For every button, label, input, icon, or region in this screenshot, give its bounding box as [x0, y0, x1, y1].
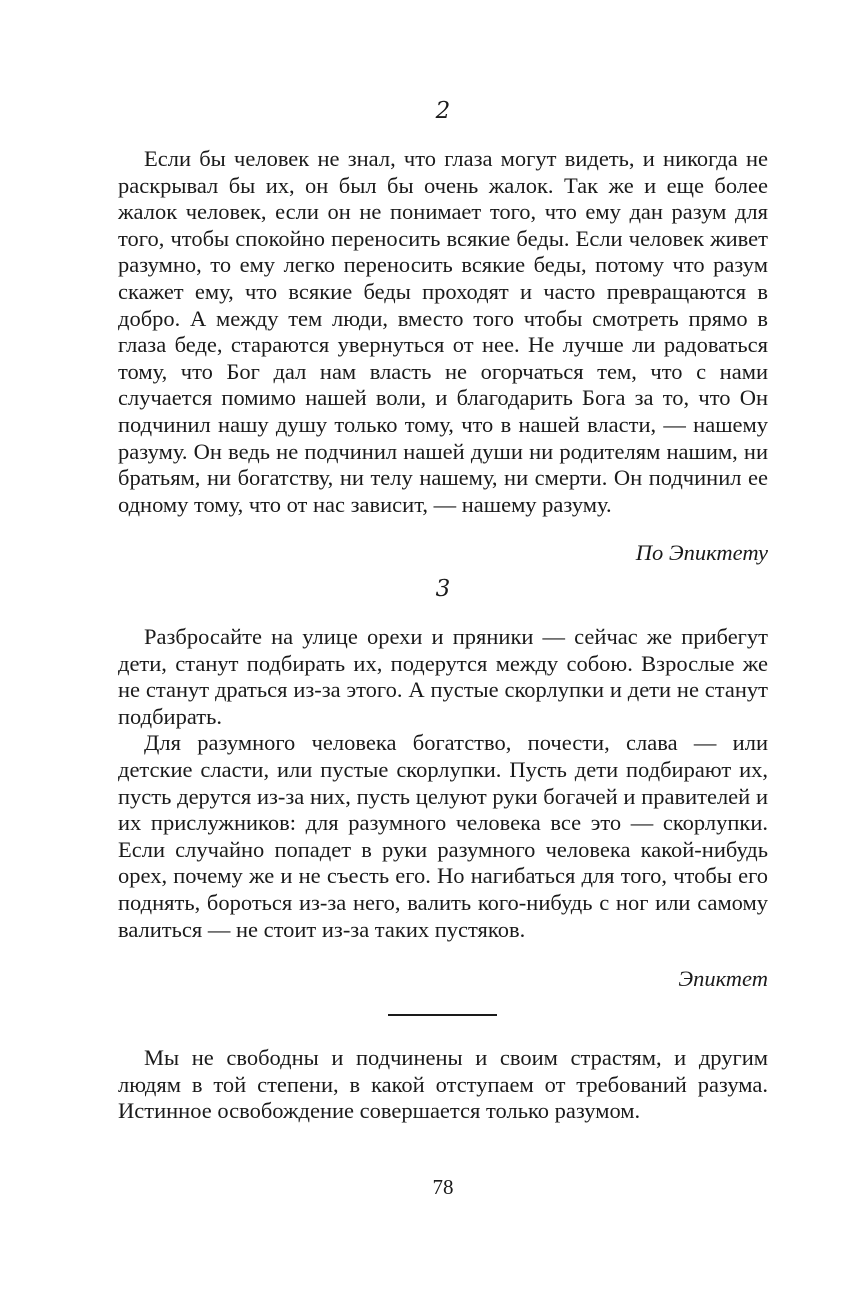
page-number: 78: [432, 1175, 454, 1199]
section-3-paragraph-2: Для разумного человека богатство, почести, слава — или детские сласти, или пустые скорлупки. Пусть дети подбирают их, пусть дерутся из-за них, пусть целуют руки богачей и правителей и их прислужников: для разумного человека все это — скорлупки. Если случайно попадет в руки разумного человека какой-нибудь орех, почему же и не съесть его. Но нагибаться для того, чтобы его поднять, бороться из-за него, валить кого-нибудь с ног или самому валиться — не стоит из-за таких пустяков.: [118, 730, 768, 942]
book-page: [118, 0, 768, 1311]
closing-paragraph: Мы не свободны и подчинены и своим страстям, и другим людям в той степени, в какой отступаем от требований разума. Истинное освобождение совершается только разумом.: [118, 1045, 768, 1124]
closing-text: [118, 1045, 768, 1125]
section-number-2: 2: [435, 98, 451, 124]
section-number-3: 3: [435, 576, 451, 602]
section-2-attribution: По Эпиктету: [635, 540, 768, 565]
section-divider: [388, 1014, 497, 1016]
section-2-text: [118, 146, 768, 518]
section-3-text: [118, 624, 768, 943]
section-3-paragraph-1: Разбросайте на улице орехи и пряники — сейчас же прибегут дети, станут подбирать их, подерутся между собою. Взрослые же не станут драться из-за этого. А пустые скорлупки и дети не станут подбирать.: [118, 624, 768, 729]
section-2-paragraph: Если бы человек не знал, что глаза могут видеть, и никогда не раскрывал бы их, он был бы очень жалок. Так же и еще более жалок человек, если он не понимает того, что ему дан разум для того, чтобы спокойно переносить всякие беды. Если человек живет разумно, то ему легко переносить всякие беды, потому что разум скажет ему, что всякие беды проходят и часто превращаются в добро. А между тем люди, вместо того чтобы смотреть прямо в глаза беде, стараются увернуться от нее. Не лучше ли радоваться тому, что Бог дал нам власть не огорчаться тем, что с нами случается помимо нашей воли, и благодарить Бога за то, что Он подчинил нашу душу только тому, что в нашей власти, — нашему разуму. Он ведь не подчинил нашей души ни родителям нашим, ни братьям, ни богатству, ни телу нашему, ни смерти. Он подчинил ее одному тому, что от нас зависит, — нашему разуму.: [118, 146, 768, 517]
section-3-attribution: Эпиктет: [678, 966, 768, 991]
